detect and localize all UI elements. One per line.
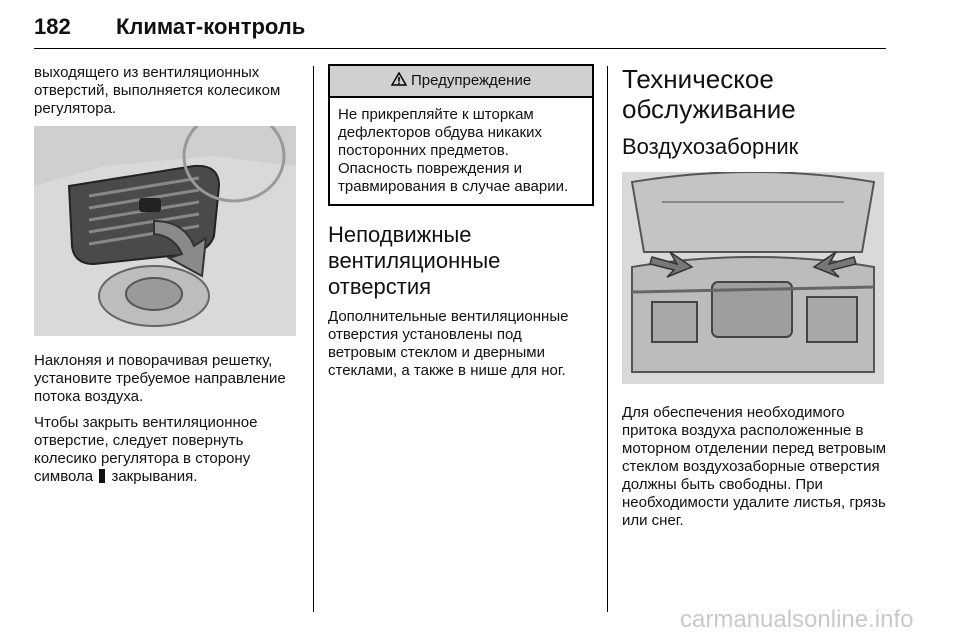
closed-vent-icon [99, 469, 105, 483]
page-title: Климат-контроль [116, 14, 306, 39]
paragraph-adjust-direction: Наклоняя и поворачивая решетку, установите требуемое направление потока воздуха. [34, 352, 286, 405]
close-vent-text: Чтобы закрыть вентиляционное отверстие, следует повернуть колесико регулятора в сторону символа [34, 414, 258, 485]
warning-header [330, 66, 592, 98]
paragraph-vent-control: выходящего из вентиляционных отверстий, выполняется колесиком регулятора. [34, 64, 281, 117]
watermark: carmanualsonline.info [680, 606, 914, 633]
engine-bay-illustration [622, 172, 884, 384]
paragraph-fixed-vents: Дополнительные вентиляционные отверстия установлены под ветровым стеклом и дверными стеклами, а также в нише для ног. [328, 308, 569, 379]
column-1 [34, 64, 300, 494]
column-divider-2 [607, 66, 608, 612]
figure-air-vent [34, 126, 296, 336]
page-number: 182 [34, 14, 71, 39]
warning-text: Не прикрепляйте к шторкам дефлекторов обдува никаких посторонних предметов. Опасность повреждения и травмирования в случае аварии. [338, 106, 569, 195]
column-2 [328, 64, 594, 388]
column-divider-1 [313, 66, 314, 612]
paragraph-close-vent [34, 414, 300, 486]
section-heading-air-intake: Воздухозаборник [622, 134, 799, 159]
section-heading-fixed-vents: Неподвижные вентиляционные отверстия [328, 222, 501, 299]
warning-title: Предупреждение [411, 72, 532, 89]
warning-triangle-icon [391, 72, 407, 86]
air-vent-illustration [34, 126, 296, 336]
header-rule [34, 48, 886, 49]
paragraph-air-intake: Для обеспечения необходимого притока воздуха расположенные в моторном отделении перед ветровым стеклом воздухозаборные отверстия должны быть свободны. При необходимости удалите листья, грязь или снег. [622, 404, 887, 529]
warning-box [328, 64, 594, 206]
close-vent-text-end: закрывания. [111, 468, 198, 485]
column-3 [622, 64, 890, 538]
page-header [34, 14, 884, 44]
figure-engine-bay [622, 172, 884, 384]
section-heading-maintenance: Техническое обслуживание [622, 64, 796, 124]
